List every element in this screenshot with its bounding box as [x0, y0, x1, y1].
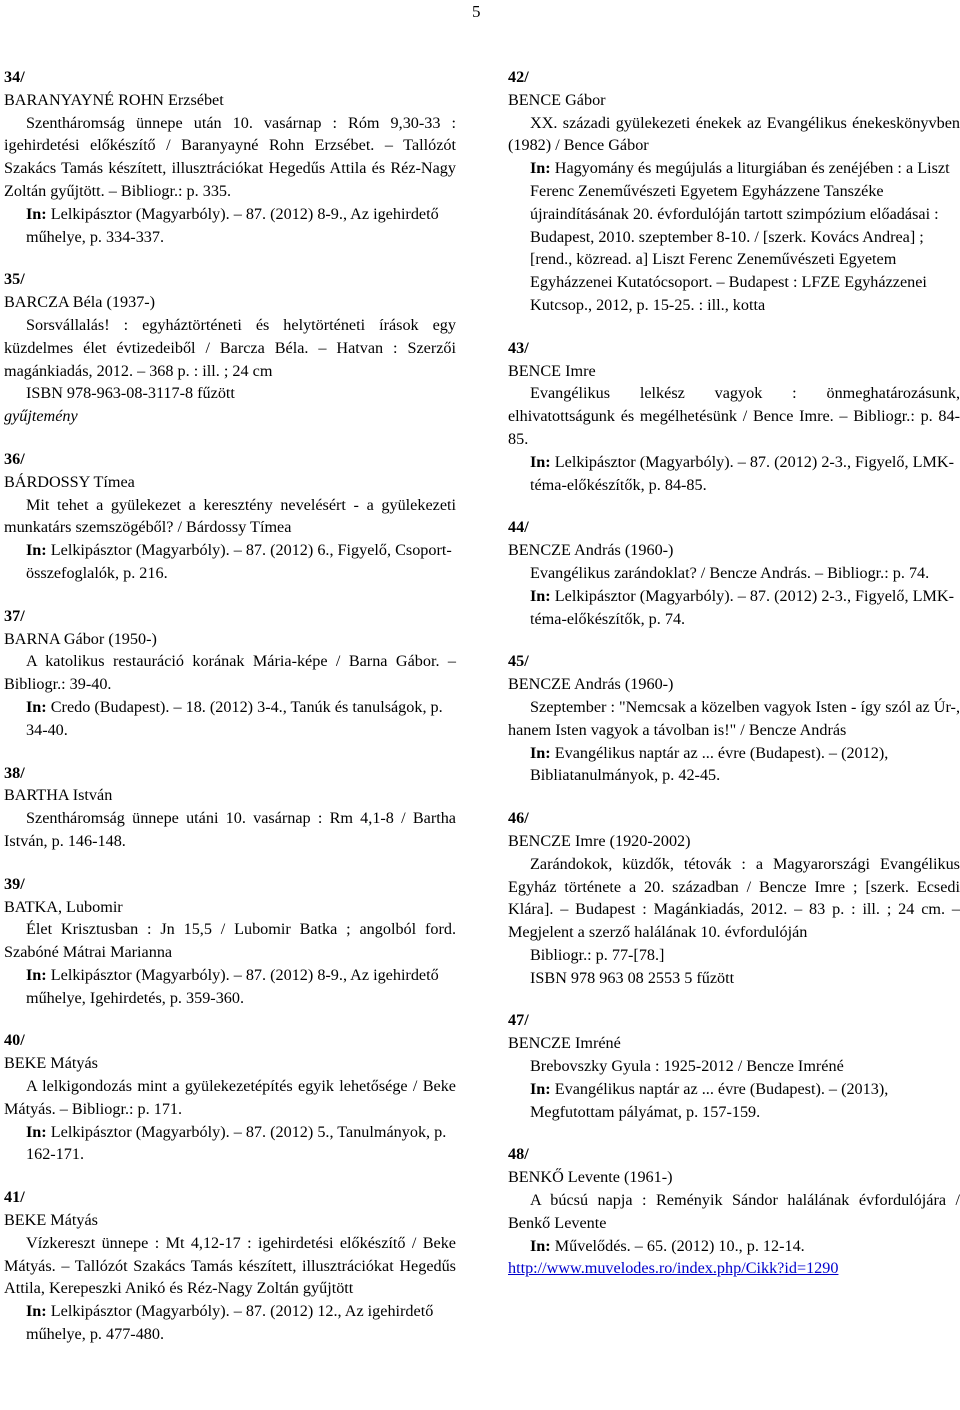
entry-description: Evangélikus lelkész vagyok : önmeghatározásunk, elhivatottságunk és megélhetésünk / Bence Imre. – Bibliogr.: p. 84-85. — [508, 384, 960, 448]
entry-number: 44/ — [508, 518, 529, 537]
entry-number: 39/ — [4, 874, 25, 893]
entry-source — [508, 742, 960, 788]
in-text: Lelkipásztor (Magyarbóly). – 87. (2012) 5., Tanulmányok, p. 162-171. — [26, 1122, 447, 1164]
entry-number: 46/ — [508, 809, 529, 828]
in-text: Credo (Budapest). – 18. (2012) 3-4., Tanúk és tanulságok, p. 34-40. — [26, 697, 443, 739]
entry-number: 45/ — [508, 652, 529, 671]
in-label: In: — [530, 1079, 551, 1098]
entry-url-link[interactable]: http://www.muvelodes.ro/index.php/Cikk?id=1290 — [508, 1259, 839, 1278]
entry-source — [508, 157, 960, 317]
in-text: Lelkipásztor (Magyarbóly). – 87. (2012) 8-9., Az igehirdető műhelye, p. 334-337. — [26, 204, 439, 246]
in-label: In: — [530, 452, 551, 471]
in-label: In: — [530, 586, 551, 605]
right-column — [508, 66, 960, 1300]
entry-author: BARANYAYNÉ ROHN Erzsébet — [4, 90, 224, 109]
in-label: In: — [530, 159, 551, 178]
entry-description: Vízkereszt ünnepe : Mt 4,12-17 : igehirdetési előkészítő / Beke Mátyás. – Tallózót Szakács Tamás készített, illusztrációkat Hegedűs Attila, Kerepeszki Anikó és Réz-Nagy Zoltán gyűjtött — [4, 1233, 456, 1298]
entry-44 — [508, 516, 960, 630]
entry-description: Evangélikus zarándoklat? / Bencze András. – Bibliogr.: p. 74. — [530, 563, 930, 582]
entry-description: Élet Krisztusban : Jn 15,5 / Lubomir Batka ; angolból ford. Szabóné Mátrai Marianna — [4, 920, 456, 962]
entry-42 — [508, 66, 960, 317]
entry-source — [4, 539, 456, 585]
entry-37 — [4, 605, 456, 742]
entry-author: BATKA, Lubomir — [4, 897, 123, 916]
entry-description: Szentháromság ünnepe után 10. vasárnap : Róm 9,30-33 : igehirdetési előkészítő / Baranyayné Rohn Erzsébet. – Tallózót Szakács Tamás készített, illusztrációkat Hegedűs Attila és Réz-Nagy Zoltán gyűjtött. – Bibliogr.: p. 335. — [4, 113, 456, 200]
entry-36 — [4, 448, 456, 585]
entry-source — [4, 964, 456, 1010]
in-label: In: — [26, 204, 47, 223]
entry-45 — [508, 650, 960, 787]
entry-41 — [4, 1186, 456, 1346]
entry-author: BENCE Gábor — [508, 90, 606, 109]
entry-author: BENCZE Imréné — [508, 1034, 621, 1053]
entry-number: 48/ — [508, 1145, 529, 1164]
entry-38 — [4, 762, 456, 853]
entry-description: Zarándokok, küzdők, tétovák : a Magyarországi Evangélikus Egyház története a 20. században / Bencze Imre ; [szerk. Ecsedi Klára]. – Budapest : Magánkiadás, 2012. – 83 p. : ill. ; 24 cm. – Megjelent a szerző halálának 10. évfordulóján — [508, 854, 960, 942]
entry-number: 35/ — [4, 270, 25, 289]
entry-description: A lelkigondozás mint a gyülekezetépítés egyik lehetősége / Beke Mátyás. – Bibliogr.: p. 171. — [4, 1077, 456, 1118]
entry-bibliography: Bibliogr.: p. 77-[78.] — [530, 945, 665, 964]
entry-source — [508, 451, 960, 497]
entry-author: BENCZE Imre (1920-2002) — [508, 831, 691, 850]
entry-number: 37/ — [4, 606, 25, 625]
in-label: In: — [26, 1302, 47, 1321]
entry-48 — [508, 1143, 960, 1280]
entry-source — [4, 1300, 456, 1346]
entry-author: BARTHA István — [4, 786, 113, 805]
entry-isbn: ISBN 978 963 08 2553 5 fűzött — [530, 968, 735, 987]
in-text: Lelkipásztor (Magyarbóly). – 87. (2012) 8-9., Az igehirdető műhelye, Igehirdetés, p. 359-360. — [26, 965, 439, 1007]
entry-46 — [508, 807, 960, 989]
entry-35 — [4, 268, 456, 428]
entry-number: 42/ — [508, 68, 529, 86]
entry-author: BARCZA Béla (1937-) — [4, 293, 156, 312]
page-number: 5 — [472, 2, 481, 21]
entry-number: 47/ — [508, 1011, 529, 1030]
left-column — [4, 66, 456, 1366]
entry-number: 36/ — [4, 449, 25, 468]
in-text: Lelkipásztor (Magyarbóly). – 87. (2012) 6., Figyelő, Csoport-összefoglalók, p. 216. — [26, 541, 452, 582]
entry-source — [4, 203, 456, 249]
entry-keyword: gyűjtemény — [4, 407, 78, 426]
entry-number: 41/ — [4, 1188, 25, 1207]
entry-number: 43/ — [508, 338, 529, 357]
in-label: In: — [26, 1122, 47, 1141]
in-label: In: — [26, 965, 47, 984]
entry-number: 34/ — [4, 68, 25, 86]
entry-description: Brebovszky Gyula : 1925-2012 / Bencze Imréné — [530, 1057, 844, 1076]
entry-43 — [508, 337, 960, 497]
in-label: In: — [530, 1236, 551, 1255]
entry-39 — [4, 873, 456, 1010]
entry-number: 40/ — [4, 1031, 25, 1050]
in-text: Lelkipásztor (Magyarbóly). – 87. (2012) 2-3., Figyelő, LMK-téma-előkészítők, p. 74. — [530, 586, 954, 628]
in-text: Evangélikus naptár az ... évre (Budapest). – (2013), Megfutottam pályámat, p. 157-159. — [530, 1079, 889, 1121]
entry-source — [4, 1121, 456, 1167]
in-label: In: — [530, 743, 551, 762]
entry-source — [508, 1235, 960, 1258]
in-text: Lelkipásztor (Magyarbóly). – 87. (2012) 2-3., Figyelő, LMK-téma-előkészítők, p. 84-85. — [530, 452, 954, 494]
entry-40 — [4, 1029, 456, 1166]
entry-source — [4, 696, 456, 742]
entry-number: 38/ — [4, 763, 25, 782]
entry-source — [508, 1078, 960, 1124]
entry-author: BEKE Mátyás — [4, 1211, 98, 1230]
entry-description: Mit tehet a gyülekezet a keresztény nevelésért - a gyülekezeti munkatárs szemszögéből? / Bárdossy Tímea — [4, 495, 456, 537]
entry-description: Szeptember : "Nemcsak a közelben vagyok Isten - így szól az Úr-, hanem Isten vagyok a távolban is!" / Bencze András — [508, 697, 960, 739]
entry-description: A katolikus restauráció korának Mária-képe / Barna Gábor. – Bibliogr.: 39-40. — [4, 652, 456, 694]
entry-isbn: ISBN 978-963-08-3117-8 fűzött — [26, 384, 235, 403]
in-text: Evangélikus naptár az ... évre (Budapest). – (2012), Bibliatanulmányok, p. 42-45. — [530, 743, 889, 785]
entry-description: Szentháromság ünnepe utáni 10. vasárnap : Rm 4,1-8 / Bartha István, p. 146-148. — [4, 809, 456, 850]
entry-author: BENKŐ Levente (1961-) — [508, 1168, 673, 1187]
entry-source — [508, 585, 960, 631]
in-label: In: — [26, 541, 47, 560]
entry-author: BENCZE András (1960-) — [508, 541, 674, 560]
entry-47 — [508, 1009, 960, 1123]
entry-description: A búcsú napja : Reményik Sándor halálának évfordulójára / Benkő Levente — [508, 1191, 960, 1232]
entry-description: XX. századi gyülekezeti énekek az Evangélikus énekeskönyvben (1982) / Bence Gábor — [508, 113, 960, 155]
entry-author: BENCE Imre — [508, 361, 596, 380]
entry-34 — [4, 66, 456, 248]
in-label: In: — [26, 697, 47, 716]
entry-author: BEKE Mátyás — [4, 1054, 98, 1073]
entry-author: BARNA Gábor (1950-) — [4, 629, 157, 648]
entry-author: BENCZE András (1960-) — [508, 675, 674, 694]
in-text: Hagyomány és megújulás a liturgiában és zenéjében : a Liszt Ferenc Zeneművészeti Egyetem Egyházzene Tanszéke újraindításának 20. évfordulóján tartott szimpózium előadásai : Budapest, 2010. szeptember 8-10. / [szerk. Kovács Andrea] ; [rend., közread. a] Liszt Ferenc Zeneművészeti Egyetem Egyházzenei Kutatócsoport. – Budapest : LFZE Egyházzenei Kutcsop., 2012, p. 15-25. : ill., kotta — [530, 159, 950, 314]
in-text: Lelkipásztor (Magyarbóly). – 87. (2012) 12., Az igehirdető műhelye, p. 477-480. — [26, 1302, 434, 1344]
in-text: Művelődés. – 65. (2012) 10., p. 12-14. — [554, 1236, 805, 1255]
entry-description: Sorsvállalás! : egyháztörténeti és helytörténeti írások egy küzdelmes élet évtizedeiből / Barcza Béla. – Hatvan : Szerzői magánkiadás, 2012. – 368 p. : ill. ; 24 cm — [4, 315, 456, 380]
entry-author: BÁRDOSSY Tímea — [4, 472, 135, 491]
